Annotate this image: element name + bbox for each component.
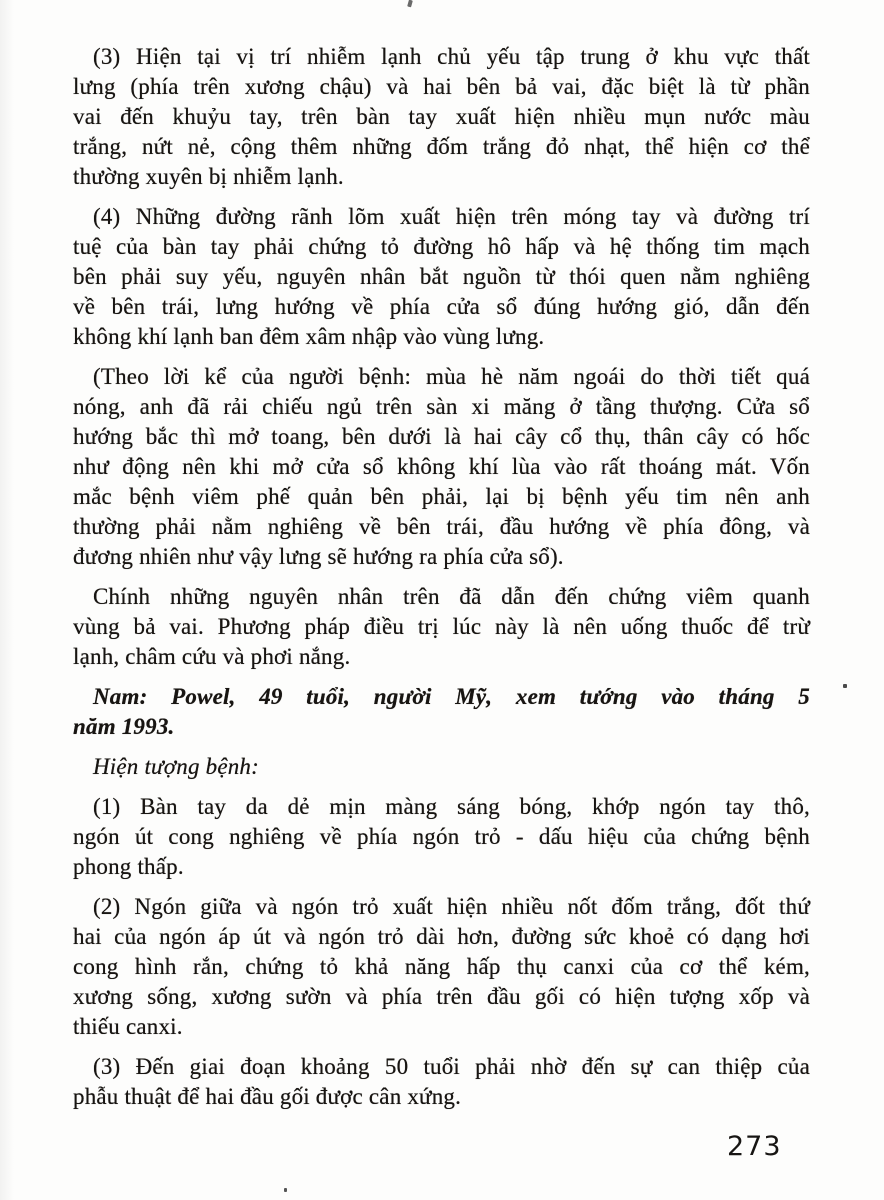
text-line: Hiện tượng bệnh:: [93, 754, 259, 779]
text-line: thiếu canxi.: [73, 1014, 183, 1039]
text-line: lưng (phía trên xương chậu) và hai bên bả vai, đặc biệt là từ phần: [73, 74, 810, 99]
text-line: như động nên khi mở cửa sổ không khí lùa vào rất thoáng mát. Vốn: [73, 454, 810, 479]
text-line: (Theo lời kể của người bệnh: mùa hè năm ngoái do thời tiết quá: [93, 364, 810, 389]
text-line: về bên trái, lưng hướng về phía cửa sổ đúng hướng gió, dẫn đến: [73, 294, 810, 319]
paragraph: [73, 1052, 810, 1112]
text-line: Nam: Powel, 49 tuổi, người Mỹ, xem tướng vào tháng 5: [93, 684, 810, 709]
scan-speck: [407, 0, 413, 7]
text-line: hai của ngón áp út và ngón trỏ dài hơn, đường sức khoẻ có dạng hơi: [73, 924, 810, 949]
text-line: (1) Bàn tay da dẻ mịn màng sáng bóng, khớp ngón tay thô,: [93, 794, 810, 819]
text-line: mắc bệnh viêm phế quản bên phải, lại bị bệnh yếu tim nên anh: [73, 484, 810, 509]
text-line: đương nhiên như vậy lưng sẽ hướng ra phía cửa sổ).: [73, 544, 564, 569]
text-line: cong hình rắn, chứng tỏ khả năng hấp thụ canxi của cơ thể kém,: [73, 954, 810, 979]
text-line: hướng bắc thì mở toang, bên dưới là hai cây cổ thụ, thân cây có hốc: [73, 424, 810, 449]
text-line: Chính những nguyên nhân trên đã dẫn đến chứng viêm quanh: [93, 584, 810, 609]
text-line: phong thấp.: [73, 854, 184, 879]
text-line: (3) Đến giai đoạn khoảng 50 tuổi phải nhờ đến sự can thiệp của: [93, 1054, 810, 1079]
paragraph: [73, 42, 810, 192]
text-line: không khí lạnh ban đêm xâm nhập vào vùng lưng.: [73, 324, 545, 349]
text-line: vùng bả vai. Phương pháp điều trị lúc này là nên uống thuốc để trừ: [73, 614, 810, 639]
page-number: 273: [727, 1131, 782, 1162]
text-line: lạnh, châm cứu và phơi nắng.: [73, 644, 351, 669]
text-line: xương sống, xương sườn và phía trên đầu gối có hiện tượng xốp và: [73, 984, 810, 1009]
text-line: trắng, nứt nẻ, cộng thêm những đốm trắng đỏ nhạt, thể hiện cơ thể: [73, 134, 810, 159]
text-line: (3) Hiện tại vị trí nhiễm lạnh chủ yếu tập trung ở khu vực thất: [93, 44, 810, 69]
paragraph: [73, 792, 810, 882]
paragraph: [73, 202, 810, 352]
paragraph: [73, 582, 810, 672]
text-line: nóng, anh đã rải chiếu ngủ trên sàn xi măng ở tầng thượng. Cửa sổ: [73, 394, 810, 419]
text-line: (2) Ngón giữa và ngón trỏ xuất hiện nhiều nốt đốm trắng, đốt thứ: [93, 894, 810, 919]
text-block: [73, 42, 810, 1122]
text-line: ngón út cong nghiêng về phía ngón trỏ - dấu hiệu của chứng bệnh: [73, 824, 810, 849]
text-line: thường xuyên bị nhiễm lạnh.: [73, 164, 344, 189]
scan-speck: [284, 1188, 287, 1192]
text-line: năm 1993.: [73, 714, 175, 739]
paragraph: [73, 752, 810, 782]
text-line: bên phải suy yếu, nguyên nhân bắt nguồn từ thói quen nằm nghiêng: [73, 264, 810, 289]
scan-speck: [843, 684, 847, 688]
paragraph: [73, 682, 810, 742]
text-line: vai đến khuỷu tay, trên bàn tay xuất hiện nhiều mụn nước màu: [73, 104, 810, 129]
text-line: phẫu thuật để hai đầu gối được cân xứng.: [73, 1084, 462, 1109]
text-line: tuệ của bàn tay phải chứng tỏ đường hô hấp và hệ thống tim mạch: [73, 234, 810, 259]
text-line: (4) Những đường rãnh lõm xuất hiện trên móng tay và đường trí: [93, 204, 810, 229]
paragraph: [73, 892, 810, 1042]
paragraph: [73, 362, 810, 572]
text-line: thường phải nằm nghiêng về bên trái, đầu hướng về phía đông, và: [73, 514, 810, 539]
